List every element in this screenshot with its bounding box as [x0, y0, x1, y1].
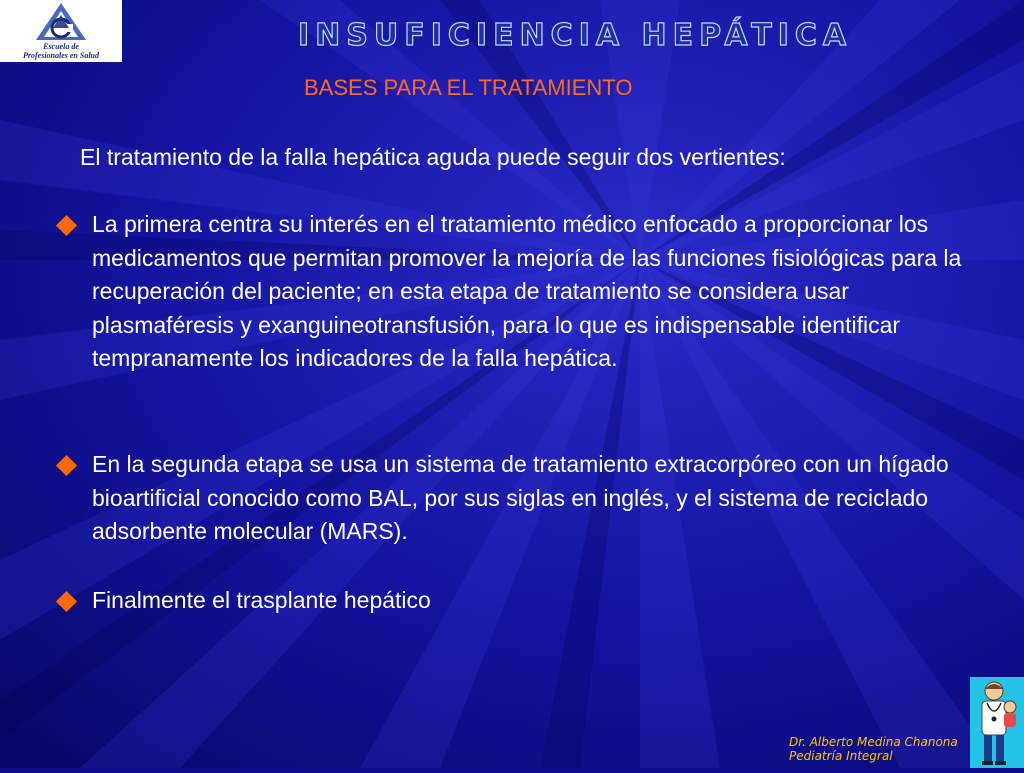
author-credit [789, 735, 958, 763]
author-department: Pediatría Integral [789, 749, 893, 763]
diamond-bullet-icon [56, 215, 77, 236]
doctor-with-child-icon [970, 677, 1024, 768]
list-item [56, 448, 976, 549]
bullet-text: La primera centra su interés en el tratamiento médico enfocado a proporcionar los medicamentos que permitan promover la mejoría de las funciones fisiológicas para la recuperación del paciente; en esta etapa de tratamiento se considera usar plasmaféresis y exanguineotransfusión, para lo que es indispensable identificar tempranamente los indicadores de la falla hepática. [92, 211, 962, 372]
list-item [56, 584, 976, 618]
logo-text-line2: Profesionales en Salud [22, 51, 99, 60]
slide-title: INSUFICIENCIA HEPÁTICA [298, 18, 853, 53]
bullet-text: Finalmente el trasplante hepático [92, 587, 431, 613]
diamond-bullet-icon [56, 591, 77, 612]
school-logo [0, 0, 122, 62]
author-name: Dr. Alberto Medina Chanona [789, 735, 958, 749]
list-item [56, 208, 976, 376]
logo-text-line1: Escuela de [43, 42, 79, 51]
bullet-text: En la segunda etapa se usa un sistema de tratamiento extracorpóreo con un hígado bioartificial conocido como BAL, por sus siglas en inglés, y el sistema de reciclado adsorbente molecular (MARS). [92, 451, 949, 545]
school-emblem-icon [34, 2, 88, 42]
diamond-bullet-icon [56, 455, 77, 476]
slide-subtitle: BASES PARA EL TRATAMIENTO [304, 75, 633, 100]
intro-text: El tratamiento de la falla hepática aguda puede seguir dos vertientes: [80, 144, 786, 170]
